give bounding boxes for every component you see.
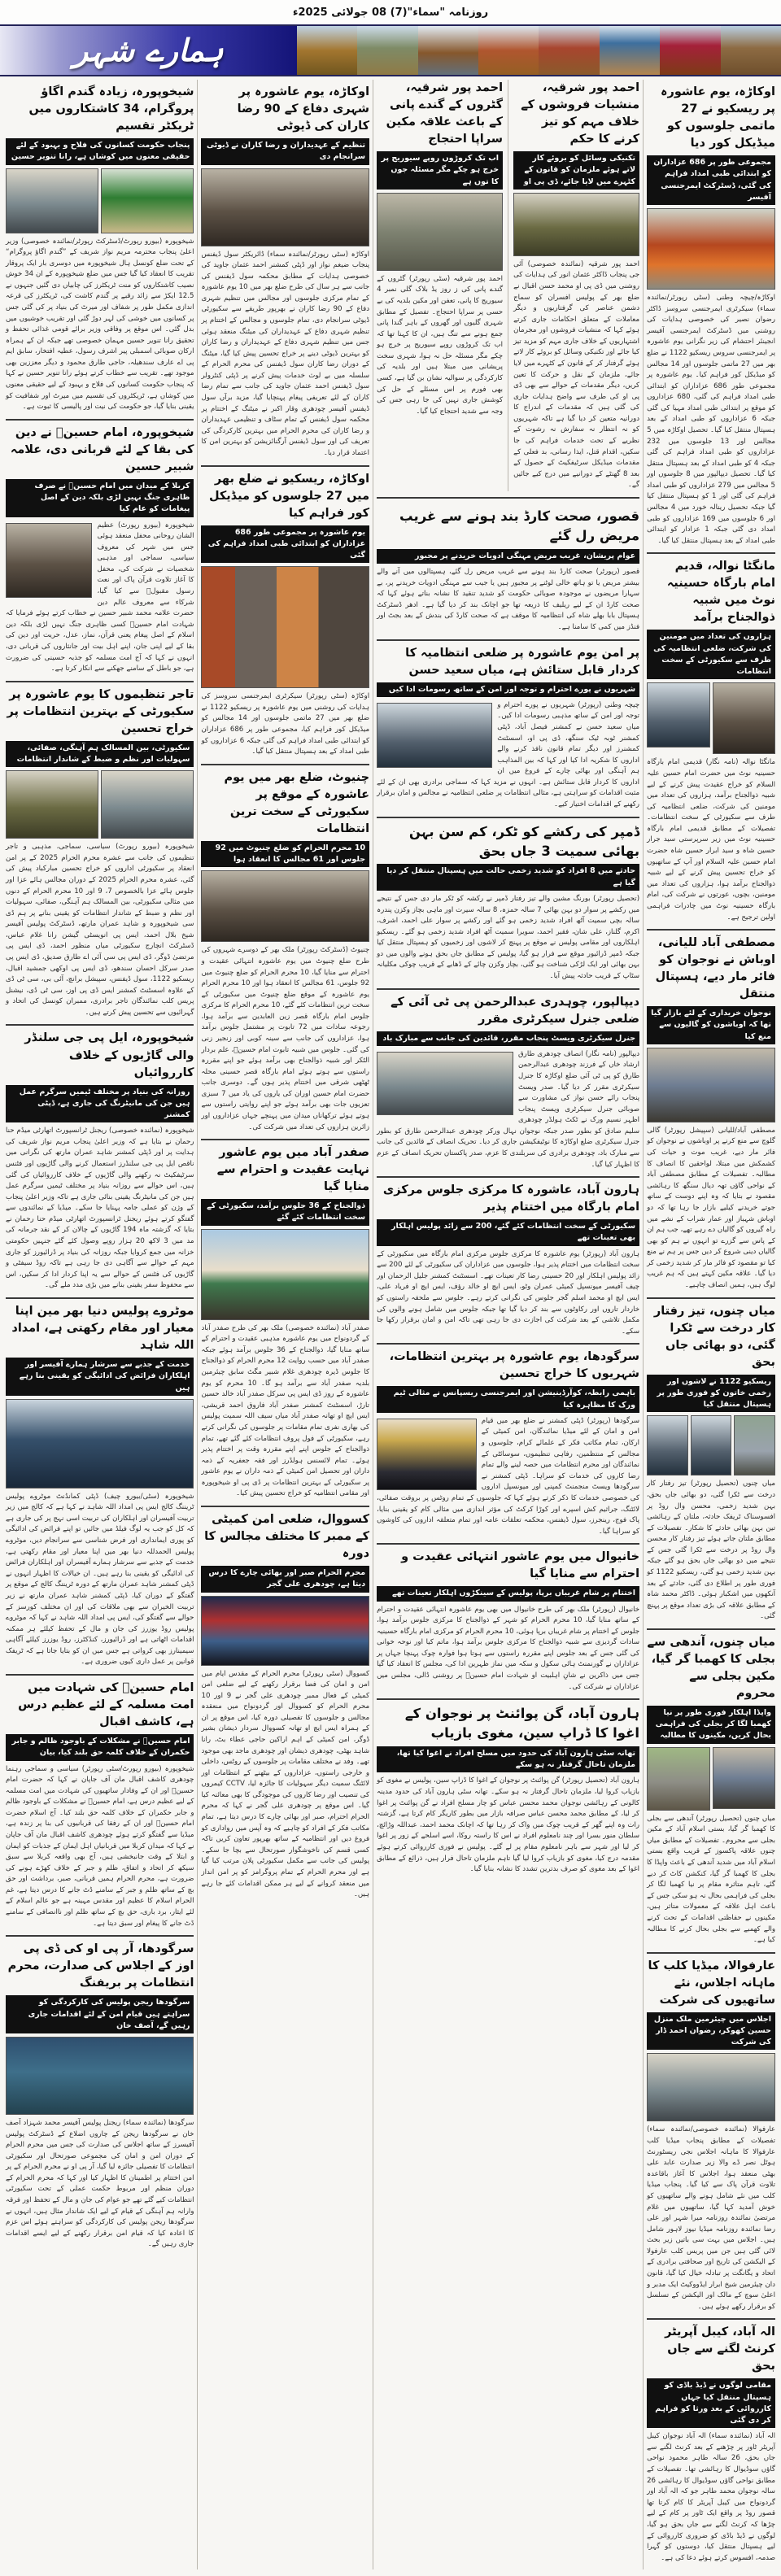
article-headline: امام حسینؓ کی شہادت میں امت مسلمہ کے لئے عظیم درس ہے، کاشف اقبال (18, 1681, 194, 1729)
masthead (0, 0, 781, 24)
article-body: الہ آباد (نمائندہ سماء) الہ آباد نوجوان کیبل آپریٹر ٹاور پر چڑھنے کے بعد کرنٹ لگنے سے جاں بحق، 26 سالہ طاہر محمود نواحی گاؤں سوڈیوال کا رہائشی تھا۔ تفصیلات کے مطابق نواحی گاؤں سوڈیوال کا رہائشی 26 سالہ نوجوان محمد طاہر جو کہ الہ آباد اور گردونواح میں کیبل آپریٹر کا کام کرتا تھا قصور روڈ پر واقع ایک ٹاور پر کام کے لیے چڑھا کہ کرنٹ لگنے سے جاں بحق ہو گیا، لوگوں نے ڈیڈ باڈی کو ضروری کارروائی کے لیے ہسپتال منتقل کیا، دوستوں کو گہرا صدمہ، افسوس کرتے ہوئے دعا کی ہے۔ (647, 2432, 775, 2562)
article-chiniot-security (201, 765, 369, 1140)
article-subheadline: باہمی رابطہ، کوآرڈینیشن اور ایمرجنسی ریسپانس نے مثالی ٹیم ورک کا مظاہرہ کیا (377, 1386, 639, 1413)
procession-crowd-photo (201, 870, 369, 942)
steps-photo (297, 26, 357, 75)
article-headline: پر امن یوم عاشورہ پر ضلعی انتظامیہ کا کردار قابل ستائش ہے، میاں سعید حسن (405, 646, 640, 677)
tomb-dome-photo (600, 26, 660, 75)
media-club-group-photo (647, 2053, 775, 2121)
clock-tower-photo (539, 26, 599, 75)
article-subheadline: مقامی لوگوں نے ڈیڈ باڈی کو ہسپتال منتقل کیا جہاں کارروائی کے بعد ورثا کو فراہم کر دی گئی (647, 2378, 775, 2428)
article-dumper-rickshaw-accident (377, 818, 639, 990)
residents-photo (713, 1747, 775, 1809)
police-officer-portrait-photo (513, 193, 639, 256)
street-duty-photo (201, 168, 369, 246)
article-subheadline: واپڈا اہلکار فوری طور پر نیا کھمبا لگا کر بجلی کی فراہمی بحال کریں، مکینوں کا مطالبہ (647, 1706, 775, 1744)
pavilion-photo (418, 26, 478, 75)
fallen-pole-photo (647, 1747, 709, 1811)
article-subheadline: سرگودھا ریجن پولیس کی کارکردگی کو سراہتے ہیں قیام امن کے لئے اقدامات جاری رہیں گے، آصف خان (6, 1995, 194, 2033)
article-headline: ہارون آباد، گن پوائنٹ پر نوجوان کے اغوا کا ڈراپ سین، مغوی بازیاب (404, 1706, 640, 1741)
column-mid-right (373, 80, 643, 2569)
article-headline: قصور، صحت کارڈ بند ہونے سے غریب مریض رل گئے (399, 508, 640, 543)
article-headline: مانگٹا نوالہ، قدیم امام بارگاہ حسینیہ نوٹ میں شبیہ ذوالجناح برآمد (666, 560, 775, 625)
dpo-office-photo (6, 770, 98, 839)
ceremony-photo (6, 168, 98, 233)
traders-group-photo (101, 770, 194, 839)
interview-photo (647, 682, 709, 748)
article-body: چیچہ وطنی (رپورٹر) شہریوں نے پورے احترام و توجہ اور امن کے ساتھ مذہبی رسومات ادا کیں۔ میاں سعید حسن نے کمشنر فیصل آباد، ڈپٹی کمشنر ٹوبہ ٹیک سنگھ، ڈی پی او، اسسٹنٹ کمشنرز اور دیگر تمام قانون نافذ کرنے والے اداروں کا شکریہ ادا کیا اور کہا کہ بین المذاہب ہم آہنگی اور بھائی چارے کے فروغ میں ان اداروں کا کردار قابل ستائش ہے۔ انہوں نے مزید کہا کہ سماجی برادری بھی ان کے لئے مثبت اقدامات کو سراہتی ہے، مثالی انتظامات پر ضلعی انتظامیہ نے مجالس و امان برقرار رکھنے کے اقدامات اختیار کیے۔ (377, 700, 640, 809)
article-body: سرگودھا (نمائندہ سماء) ریجنل پولیس آفیسر محمد شہزاد آصف خان نے سرگودھا ریجن کے چاروں اضلاع کے ڈسٹرکٹ پولیس آفیسرز کے ساتھ اجلاس کی صدارت کی جس میں محرم الحرام کے دوران امن و امان کی مجموعی صورتحال اور سکیورٹی انتظامات کا تفصیلی جائزہ لیا گیا، آر پی او نے محرم الحرام کے پر امن اختتام پر اطمینان کا اظہار کیا اور کہا کہ محرم الحرام کے دوران منظم اور مربوط حکمت عملی کے تحت سکیورٹی انتظامات کیے گئے تھے جو عوام کی جان و مال کے تحفظ اور فرقہ وارانہ ہم آہنگی کے قیام کے لیے ایک شاندار مثال ہیں، انہوں نے سرگودھا ریجن پولیس کی کارکردگی کو سراہتے ہوئے اس عزم کا اعادہ کیا کہ قیام امن برقرار رکھنے کے لیے ایسے اقدامات جاری رہیں گے۔ (6, 2119, 194, 2249)
article-subheadline: ریسکیو 1122 نے لاشوں اور زخمی خاتون کو فوری طور پر ہسپتال منتقل کیا (647, 1375, 775, 1413)
article-headline: اوکاڑہ، یوم عاشورہ پر شہری دفاع کے 90 رضا کاران کی ڈیوٹی (237, 85, 370, 133)
article-sheikhupura-tractors (6, 80, 194, 421)
article-body: اوکاڑہ (سٹی رپورٹر/نمائندہ سماء) ڈائریکٹر سول ڈیفنس پنجاب ضیغم نواز اور ڈپٹی کمشنر احمد عثمان جاوید کی خصوصی ہدایات کے مطابق محکمہ سول ڈیفنس کی جانب سے ہر سال کی طرح ضلع بھر میں 10 یوم عاشورہ کے تمام مرکزی جلوسوں اور مجالس میں تنظیم شہری دفاع کے 90 رضا کاران نے بھرپور طریقے سے سکیورٹی ڈیوٹی سرانجام دی، تمام جلوسوں و مجالس کے اختتام پر تنظیم شہری دفاع کے عہدیداران کی میٹنگ منعقد ہوئی جس میں تنظیم شہری دفاع کے عہدیداران و رضا کاران کو بہترین ڈیوٹی دینے پر خراج تحسین پیش کیا گیا، میٹنگ کے دوران رضا کاران سول ڈیفنس کی محرم الحرام کے سلسلہ میں بے لوث خدمات پیش کرنے پر ڈپٹی کنٹرولر سول ڈیفنس احمد عثمان جاوید کی جانب سے تمام رضا کاران کے لئے تعریفی پیغام پہنچایا گیا، مزید برآں سول ڈیفنس آفیسر چودھری وقار اکبر نے میٹنگ کے اختتام پر محکمہ سول ڈیفنس کے تمام سٹاف و تنظیمی عہدیداران و رضا کاران کی محرم الحرام میں بہترین کارکردگی کی تعریف کی اور سول ڈیفنس آرگنائزیشن کو بہترین امن کا اعتماد قرار دیا۔ (201, 250, 370, 457)
article-subheadline: عوام پریشان، غریب مریض مہنگی ادویات خریدنے پر مجبور (377, 549, 639, 564)
article-body: سرگودھا (رپورٹر) ڈپٹی کمشنر نے ضلع بھر میں قیام امن و امان کے لئے میڈیا نمائندگان، امن کمیٹی کے ارکان، تمام مکاتب فکر کے علمائے کرام، جلوسوں و مجالس کے منتظمین، رفاہی تنظیموں، سوسائٹی کے نمائندگان اور محرم انتظامات میں حصہ لینے والے تمام رضا کاروں کی خدمات کو سراہا۔ ڈپٹی کمشنر نے سرگودھا ویسٹ منجمنٹ کمپنی اور میونسپل اداروں کی خصوصی خدمات کا ذکر کرتے ہوئے کہا کہ جلوسوں کے تمام روٹس پر بروقت صفائی، لائٹنگ، جراثیم کش اسپرے اور کوڑا کرکٹ کی مؤثر اندازی میں مثالی کام کو یقینی بنایا، پاک فوج، رینجرز، سول ڈیفنس، محکمہ تعلقات عامہ اور تمام متعلقہ اداروں کی کاوشوں کو سراہا گیا۔ (377, 1416, 640, 1536)
rescue-collage-photo (201, 566, 369, 688)
article-okara-civil-defence (201, 80, 369, 467)
article-body: اوکاڑہ (سٹی رپورٹر) سیکرٹری ایمرجنسی سروسز کی ہدایات کی روشنی میں یوم عاشورہ پر ریسکیو 1122 نے ضلع بھر میں 27 ماتمی جلوسوں اور 14 مجالس کو میڈیکل کور فراہم کیا، مجموعی طور پر 686 عزاداران کو ابتدائی طبی امداد فراہم کی گئی جبکہ 6 عزاداروں کو طبی امداد کے بعد ہسپتال منتقل کیا گیا۔ (201, 692, 370, 756)
article-body: چنیوٹ (ڈسٹرکٹ رپورٹر) ملک بھر کے دوسرے شہروں کی طرح ضلع چنیوٹ میں یوم عاشورہ انتہائی عقیدت و احترام سے منایا گیا، 10 محرم الحرام کو ضلع چنیوٹ میں 92 جلوس، 61 مجالس کا انعقاد ہوا اور 10 محرم الحرام یوم عاشورہ کے موقع ضلع چنیوٹ میں سکیورٹی کے سخت ترین انتظامات کئے گئے، 10 محرم الحرام کا مرکزی جلوس امام بارگاہ قصر زین العابدین سے برآمد ہوا، رجوعہ سادات میں 72 تابوت پر مشتمل جلوس برآمد ہوا، عزاداروں کی جانب سے سینہ کوبی اور زنجیر زنی کی گئی۔ جلوس میں شبیہ تابوت امام حسینؓ، علم بردار الٹکر اور شبیہ ذوالجناح بھی برآمد ہوئے جو اپنے مقررہ راستوں سے ہوتے ہوئے امام بارگاہ قصر حسینی محلہ ٹھٹھی شرقی میں اختتام پذیر ہوں گے۔ دوسری جانب حضرت امام حسین اوران کی یاروں کی یاد میں 7 سبزی تعزیوں جات بھی برآمد ہوئے جو اپنے روایتی راستوں سے ہوتے ہوئے ترکھاناں میدان میں پہنچے جہاں عزاداروں اور زائرین ہزاروں کی تعداد میں شرکت کی۔ (201, 946, 370, 1131)
article-body: ہارون آباد (رپورٹر) یوم عاشورہ کا مرکزی جلوس مرکزی امام بارگاہ میں سکیورٹی کے سخت انتظامات میں اختتام پذیر ہوا، جلوسوں میں عزاداران کی سکیورٹی کے لئے 200 سے زائد پولیس اہلکار اور 20 حسینی رضا کار تعینات تھے۔ اسسٹنٹ کمشنر جلیل الرحمان اور چیف آفیسر میونسپل کمیٹی عمران وٹو، ایس ایچ او خالد رؤف، ایس ایچ او فریاد علی، ایس ایچ او محمد اسلم گجر جلوس کی نگرانی کرتے رہے۔ جلوس سے ملحقہ راستوں کو خاردار تاروں اور رکاوٹوں سے بند کر دیا گیا تھا جبکہ جلوس میں شامل ہونے والوں کی مکمل تلاشی کے بعد شرکت کی اجازت دی جا رہی تھی تاکہ امن و امان برقرار رکھا جا سکے۔ (377, 1249, 640, 1336)
article-headline: چنیوٹ، ضلع بھر میں یوم عاشورہ کے موقع پر سکیورٹی کے سخت ترین انتظامات (224, 770, 370, 835)
article-body: شیخوپورہ (بیورو رپورٹ/ڈسٹرکٹ رپورٹر/نمائندہ خصوصی) وزیر اعلیٰ پنجاب محترمہ مریم نواز شریف کے ”گندم اگاؤ پروگرام“ کے تحت ضلع کونسل ہال شیخوپورہ میں دوسری بار ایک پروقار تقریب کا انعقاد کیا گیا جس میں ضلع شیخوپورہ کے ان 34 خوش نصیب کاشتکاروں کو منت ٹریکٹرز کی چابیاں دی گئیں جنہوں نے 12.5 ایکڑ سے زائد رقبے پر گندم کاشت کی، ٹریکٹرز کی قرعہ اندازی مکمل طور پر شفاف اور میرٹ کی بنیاد پر کی گئی جس پر کسانوں میں خوشی کی لہر دوڑ گئی اور تقریب خوشیوں میں بدل گئی۔ اس موقع پر وفاقی وزیر برائے قومی غذائی تحفظ و تحقیق رانا تنویر حسین مہمان خصوصی تھے جبکہ ان کے ہمراہ ارکان صوبائی اسمبلی پیر اشرف رسول، عطیہ افتخار، سابق ایم پی اے عارف سندھیلہ، حاجی طارق محمود و دیگر معززین بھی موجود تھے۔ تقریب سے خطاب کرتے ہوئے رانا تنویر حسین نے کہا کہ پنجاب حکومت کسانوں کی فلاح و بہبود کے لیے حقیقی معنوں میں کوشاں ہے، ٹریکٹروں کی تقسیم میں میرٹ اور شفافیت کو یقینی بنایا گیا، جو حکومت کی نیت اور پالیسی کا ثبوت ہے۔ (6, 237, 194, 412)
article-headline: کسووال، ضلعی امن کمیٹی کے ممبر کا مختلف مجالس کا دورہ (204, 1512, 370, 1561)
article-headline: صفدر آباد میں یوم عاشور نہایت عقیدت و احترام سے منایا گیا (216, 1146, 370, 1194)
pti-leaders-photo (377, 1052, 513, 1115)
protest-crowd-photo (647, 1048, 775, 1122)
article-body: شیخوپورہ (سٹی/بیورو چیف) ڈپٹی کمانڈنٹ موٹروے پولیس ٹریننگ کالج ایس پی امداد اللہ شاہد نے کہا ہے کہ کالج میں زیر تربیت آفیسران اور اہلکاران کی تربیت اسی نہج پر کی جاری ہے کہ کل کو جب یہ لوگ فیلڈ میں جائیں تو اپنے فرائض کی ادائیگی کو پوری ایمانداری اور فرض شناسی سے سرانجام دیں، موٹروے پولیس الحمدللہ دنیا بھر میں اپنا معیار اور مقام رکھتی ہے، خدمت کے جذبے سے سرشار ہمارے آفیسران اور اہلکاران فرائض کی ادائیگی کو یقینی بنا رہے ہیں۔ ان خیالات کا اظہار انہوں نے ڈپٹی کمشنر شاہد عمران مارتھ کے دورہ ٹریننگ کالج کے موقع پر گفتگو کے دوران کیا، ڈپٹی کمشنر شاہد عمران مارتھ نے زیر تربیت الخیران سے بھی ملاقات کی اور ان مختلف کورسز کے حوالے سے گفتگو کی، ایس پی امداد اللہ شاہد نے کہا کہ موٹروے پولیس روڈ یوزرز کی جان و مال کے تحفظ کیلئے ہر ممکنہ اقدامات اٹھاتی ہے اور ڈرائیورز، کنڈکٹرز، روڈ یوزرز کیلئے آگاہی سیمینارز بھی کرواتی ہے جس میں ان کو بتایا جاتا ہے کہ ٹریفک قوانین پر عمل داری کیوں ضروری ہے۔ (6, 1492, 194, 1667)
green-tractor-scheme-photo (101, 168, 194, 233)
article-subheadline: تکنیکی وسائل کو بروئے کار لاتے ہوئے ملزمان کو قانون کے کٹہرے میں لایا جائے، ڈی پی او (513, 151, 639, 190)
article-subheadline: سکیورٹی، بین المسالک ہم آہنگی، صفائی، سہولیات اور نظم و ضبط کے شاندار انتظامات (6, 741, 194, 768)
article-body: شیخوپورہ (بیورو رپورٹ) سیاسی، سماجی، مذہبی و تاجر تنظیموں کی جانب سے عشرہ محرم الحرام 2025 کے پر امن انعقاد پر سکیورٹی اداروں کو خراج تحسین مبارکباد پیش کی گئی، عشرہ محرم الحرام 2025 کے دوران مجالس ہائے عزا اور جلوس ہائے عزا بالخصوص 7، 9 اور 10 محرم الحرام کے دنوں میں مثالی سکیورٹی، بین المسالک ہم آہنگی، صفائی، سہولیات اور نظم و ضبط کے شاندار انتظامات کو یقینی بنانے پر ہم ڈی سی شیخوپورہ و شاہد عمران مارتھ، ڈسٹرکٹ پولیس آفیسر شیخ بلال احمد، ایس پی انویسٹی گیشن رانا غلام عباس، ڈسٹرکٹ انچارج سکیورٹی میاں منظور احمد، ڈی ایس پی مرتضیٰ ڈوگر، ڈی ایس پی سی آئی اے طارق صدیق، ڈی ایس پی صدر سرکل احسان سندھو، ڈی ایس پی اوکھی جمشید اقبال، ریسکیو 1122، سول ڈیفنس، سپیشل برانچ، آئی بی، سی ٹی ڈی کے علاوہ اسسٹنٹ کمشنر ایس ڈی پی اوز، سی ٹی ڈی، نیشنل پریس کلب نمائندگان تاجر برادری، ممبران کونسل کی اتحاد و گہرائیوں سے تحسین پیش کرتے ہیں۔ (6, 843, 194, 1017)
dignitary-portrait-photo (377, 1419, 477, 1490)
motorway-police-photo (6, 1399, 194, 1489)
article-okara-rescue-medical (647, 80, 775, 554)
article-body: ہارون آباد (تحصیل رپورٹر) گن پوائنٹ پر نوجوان کے اغوا کا ڈراپ سین، پولیس نے مغوی کو بازیاب کروا لیا، ملزمان تاحال گرفتار نہ ہو سکے۔ تھانہ سٹی ہارون آباد کی حدود مدینہ کالونی کے رہائشی نوجوان محمد محسن عباس کو چار مسلح افراد نے گن پوائنٹ پر اغوا کر لیا، کے مطابق محمد محسن عباس صرافہ بازار میں بطور کاریگر کام کرتا ہے، گزشتہ رات وہ اپنے گھر کے قریب چوک میں واک کر رہا تھا کہ اچانک محمد احمد، عبداللہ وڑائچ، سلطان منور بسرا اور چند نامعلوم افراد نے اس کا راستہ روکا، اسے اسلحے کے زور پر اغوا کر لیا اور شہر سے باہر نامعلوم مقام پر لے گئے۔ پولیس نے فوری کارروائی کرتے ہوئے مقدمہ درج کیا، مغوی کو بازیاب کروا لیا گیا تاہم ملزمان تاحال فرار ہیں، ذرائع کے مطابق اغوا کے بعد مغوی کو صرف بدترین تشدد کا نشانہ بنایا گیا۔ (377, 1776, 640, 1874)
article-subheadline: سکیورٹی کے سخت انتظامات کئے گئے، 200 سے زائد پولیس اہلکار بھی تعینات تھے (377, 1219, 639, 1246)
article-body: کسووال (سٹی رپورٹر) محرم الحرام کے مقدس ایام میں امن و امان کی فضا برقرار رکھنے کے لیے ضلعی امن کمیٹی کے فعال ممبر چودھری علی گجر نے 9 اور 10 محرم الحرام کو کسووال اور گردونواح میں منعقدہ مجالس و جلوسوں کا تفصیلی دورہ کیا، اس موقع پر ان کے ہمراہ ایس ایچ او تھانہ کسووال سردار ذیشان بشیر ڈوگر، امن کمیٹی کے اہم اراکین حاجی عطاء بٹ، رانا شاہد بھٹی، چودھری ذیشان اور چودھری ماجد بھی موجود تھے۔ وفد نے مختلف مقامات پر جلوسوں کے روٹس، داخلی و خارجی راستوں، عزاداروں کے بیٹھنے کے انتظامات اور لائٹنگ سمیت دیگر سہولیات کا جائزہ لیا، CCTV کیمروں کی تنصیب اور رضا کاروں کی موجودگی کا بھی معائنہ کیا گیا۔ اس موقع پر چودھری علی گجر نے کہا کہ محرم الحرام احترام، صبر اور بھائی چارے کا درس دیتا ہے، تمام مکاتب فکر کے افراد کو چاہیے کہ وہ آپس میں رواداری کو فروغ دیں اور انتظامیہ کے ساتھ بھرپور تعاون کریں تاکہ کسی قسم کی ناخوشگوار صورتحال سے بچا جا سکے۔ پولیس کی جانب سے مکمل سکیورٹی پلان مرتب کیا گیا ہے اور محرم الحرام کے تمام پروگرامز کو پر امن انداز میں منعقد کروانے کے لیے ہر ممکن اقدامات کئے جا رہے ہیں۔ (201, 1669, 370, 1899)
article-headline: خانیوال میں یوم عاشور انتہائی عقیدت و احترام سے منایا گیا (401, 1550, 640, 1581)
article-headline: ہارون آباد، عاشورہ کا مرکزی جلوس مرکزی امام بارگاہ میں اختتام پذیر (382, 1183, 640, 1214)
article-body: خانیوال (رپورٹر) ملک بھر کی طرح خانیوال میں بھی یوم عاشورہ انتہائی عقیدت و احترام کے ساتھ منایا گیا، 10 محرم الحرام کو شہر کے ذوالجناح کا مرکزی جلوس برآمد ہوا، جلوس کے اختتام پر شام غریباں برپا ہوئی، 10 محرم الحرام کو مرکزی امام بارگاہ حسینیہ سادات گردیزی سے شبیہ ذوالجناح کا مرکزی جلوس برآمد ہوا، ماتم کیا اور نوحہ خوانی کی گئی جس کے بعد جلوس اپنے مقررہ راستوں سے ہوتا ہوا فوارہ چوک پہنچا جہاں پر عزاداران نے گورنمنٹ ہائی سکول و سکہ میں نماز ظہرین ادا کی، مجلس کا انعقاد کیا گیا جس میں ذاکرین نے شانِ اہلبیت او شہادت امام حسینؓ پر روشنی ڈالی، مجلس میں عزاداران نے شرکت کی۔ (377, 1605, 640, 1691)
article-headline: اوکاڑہ، ریسکیو نے ضلع بھر میں 27 جلوسوں کو میڈیکل کور فراہم کیا (208, 472, 370, 520)
section-title: ہمارے شہر (73, 33, 224, 68)
article-ahmedpur-sewage (377, 80, 503, 491)
article-headline: تاجر تنظیموں کا یوم عاشورہ پر سکیورٹی کے بہترین انتظامات پر خراج تحسین (7, 687, 194, 735)
article-body: قصور (رپورٹر) صحت کارڈ بند ہونے سے غریب مریض رل گئے، ہسپتالوں میں آنے والے بیشتر مریض یا تو ہاتھ خالی لوٹنے پر مجبور ہیں یا جیب سے مہنگی ادویات خریدنے پر، بے سہارا مریضوں نے موجودہ صوبائی حکومت کو شدید تنقید کا نشانہ بناتے ہوئے کہا کہ صحت کارڈ ان کے لیے ریلیف کا ذریعہ تھا جو اچانک بند کر دیا گیا ہے۔ ادھر ڈسٹرکٹ ہسپتال بابا بھلے شاہ کی انتظامیہ کا موقف ہے کہ صحت کارڈ کی بندش کے بعد بجٹ اور فنڈز میں کمی کا سامنا ہے۔ (377, 568, 640, 631)
article-headline: شیخوپورہ، ایل پی جی سلنڈر والی گاڑیوں کے خلاف کارروائیاں (24, 1031, 194, 1079)
article-body: میاں چنوں (تحصیل رپورٹر) آندھی سے بجلی کا کھمبا گر گیا، بستی اسلام آباد کے مکین بجلی سے محروم۔ تفصیلات کے مطابق میاں چنوں علاقہ پاکسوز کے قریب واقع بستی اسلام آباد میں شدید آندھی کے باعث واپڈا کا بجلی کا کھمبا گر گیا، کنکشن کاٹ کر دیے گئے، تاہم متاثرہ مقام پر نیا کھمبا لگا کر بجلی کی فراہمی بحال نہ ہو سکی جس کے باعث اہل علاقہ کے معمولات متاثر ہیں، مکینوں نے حفاظتی اقدامات کے تحت کرنے والے کھمبے سے بجلی بحال کرنے کا مطالبہ کیا ہے۔ (647, 1814, 775, 1945)
article-arifwala-media-club (647, 1954, 775, 2321)
top-pair-row (377, 80, 639, 499)
article-headline: مصطفی آباد للیانی، اوباش نے نوجوان کو فائر مار دیے، ہسپتال منتقل (655, 936, 775, 1001)
article-body: احمد پور شرقیہ (نمائندہ خصوصی) آئی جی پنجاب ڈاکٹر عثمان انور کی ہدایات کی روشنی میں ڈی پی او محمد حسن اقبال نے ضلع بھر کے پولیس افسران کو سماج دشمن عناصر کی گرفتاریوں و دیگر معاملات کے متعلق احکامات جاری کرتے ہوئے کہا کہ منشیات فروشوں اور مجرمان اشتہاریوں کے خلاف جاری مہم کو مزید تیز کیا جائے اور تکنیکی وسائل کو بروئے کار لاتے ہوئے گرفتار کر کے قانون کے کٹہرے میں لایا جائے، ملزمان کے نقل و حرکت کا تعین کریں، دیگر مقدمات کے حوالے سے بھی ڈی پی او کی طرف سے واضح ہدایات جاری کی گئی ہیں کہ مقدمات کے اندراج کا دورانیہ متعین کر دیا گیا ہے تاکہ شہریوں کو نہ انتظار نہ سفارش نہ رشوت کے نظریے کے تحت خدمات فراہم کی جا سکیں، اقدام قتل، ایذا رسانی، بد فعلی کے مقدمات میڈیکل سرٹیفکیٹ کے حصول کے بعد 8 گھنٹے کے دورانیے میں درج کیے جائیں گے۔ (513, 259, 640, 490)
heritage-collage (297, 26, 781, 75)
article-headline: احمد پور شرقیہ، گٹروں کے گندے پانی کے باعث علاقہ مکین سراپا احتجاج (386, 81, 504, 146)
article-headline: ڈمپر کی رکشے کو ٹکر، کم سن بہن بھائی سمیت 3 جاں بحق (408, 823, 640, 859)
victim-portrait-photo (691, 1415, 732, 1475)
article-body: صفدر آباد (نمائندہ خصوصی) ملک بھر کی طرح صفدر آباد کے گردونواح میں یوم عاشورہ مذہبی عقیدت و احترام کے ساتھ منایا گیا، ذوالجناح کے 36 جلوس برآمد ہوئے جبکہ صفدر آباد میں حسب روایت 12 محرم الحرام کو ذوالجناح کا جلوس ڈیرہ چودھری غلام شبیر مگٹ سابق چیئرمین بلدیہ صفدر آباد سے برآمد ہو گا۔ 10 محرم کو یوم عاشورہ کے روز ڈی ایس پی سرکل صفدر آباد خالد حسین تارڑ، اسسٹنٹ کمشنر صفدر آباد فاروق احمد قریشی، ایس ایچ او تھانہ صفدر آباد میاں سیف اللہ سمیت پولیس کی بھاری نفری تمام مقامات پر جلوسوں کی نگرانی کرتے رہے، سکیورٹی کے فول پروف انتظامات کئے گئے تھے، تمام ذوالجناح کے جلوس اپنے اپنے مقررہ وقت پر اختتام پذیر ہوئے۔ تمام لائسنس ہولڈرز اور فقہ جعفریہ کے ذمہ داران اور تحصیل امن کمیٹی کے ذمہ داران نے یوم عاشور پر سکیورٹی کے بہترین انتظامات پر ڈی پی او شیخوپورہ اور مقامی انتظامیہ کو خراج تحسین پیش کیا۔ (201, 1323, 370, 1498)
section-title-panel (0, 26, 297, 75)
fort-gate-photo (721, 26, 781, 75)
majlis-gathering-photo (6, 523, 92, 598)
column-left (2, 80, 197, 2569)
article-traders-tribute (6, 682, 194, 1026)
article-body: شیخوپورہ (نمائندہ خصوصی) ریجنل ٹرانسپورٹ اتھارٹی میڈم حنا رحمان نے بتایا ہے کہ وزیر اعلیٰ پنجاب مریم نواز شریف کی ہدایت پر اور ڈپٹی کمشنر شاہد عمران مارتھ کی نگرانی میں ناقص ایل پی جی سلنڈرز استعمال کرنے والی گاڑیوں اور فٹنس سرٹیفکیٹ نہ رکھنے والی گاڑیوں کے خلاف کارروائیاں کی گئی ہیں، اس حوالے سے روزانہ بنیاد پر مختلف ٹیمیں سرگرم عمل ہیں جن کی مانیٹرنگ یقینی بنائی جاری ہے تاکہ وزیر اعلیٰ پنجاب کے وژن کو عملی جامہ پہنایا جا سکے۔ میڈیا کے نمائندوں سے گفتگو کرتے ہوئے ریجنل ٹرانسپورٹ اتھارٹی میڈم حنا رحمان نے بتایا کہ گزشتہ ماہ 194 گاڑیوں کے چالان کر کے نقد جرمانہ کی مد میں 3 لاکھ 20 ہزار روپے وصول کئے گئے جنہیں حکومتی خزانہ میں جمع کروایا جبکہ روزانہ کی بنیاد پر ڈرائیورز کو جاری مہم کے حوالے سے آگاہی دی جا رہی ہے تاکہ روڈ سیفٹی و گاڑیوں کی فٹنس کے حوالے سے یہ اپنا کردار ادا کر سکیں، اس سے محفوظ سفر یقینی بنانے میں بڑی مدد ملے گی۔ (6, 1127, 194, 1290)
night-ambulance-photo (201, 1596, 369, 1666)
article-okara-rescue-27 (201, 467, 369, 765)
article-subheadline: روزانہ کی بنیاد پر مختلف ٹیمیں سرگرم عمل ہیں جن کی مانیٹرنگ کی جاری ہے، ڈپٹی کمشنر (6, 1085, 194, 1123)
article-headline: موٹروے پولیس دنیا بھر مین اپنا معیار اور مقام رکھتی ہے، امداد اللہ شاہد (11, 1304, 194, 1352)
fort-wall-photo (357, 26, 417, 75)
crashed-car-photo (734, 1415, 775, 1475)
article-mian-channu-car-crash (647, 1299, 775, 1630)
rescue-team-group-photo (647, 208, 775, 290)
shrine-crowd-photo (201, 1229, 369, 1320)
article-subheadline: خدمت کے جذبے سے سرشار ہمارے آفیسر اور اہلکاران فرائض کی ادائیگی کو یقینی بنا رہے ہیں (6, 1358, 194, 1396)
article-headline: اوکاڑہ، یوم عاشورہ پر ریسکیو نے 27 ماتمی جلوسوں کو میڈیکل کور دیا (660, 85, 775, 150)
article-motorway-police (6, 1299, 194, 1676)
red-mosque-photo (478, 26, 539, 75)
police-video-conference-photo (6, 2037, 194, 2115)
article-mustafaabad-firing (647, 931, 775, 1298)
article-body: مانگٹا نوالہ (نامہ نگار) قدیمی امام بارگاہ حسینیہ نوٹ میں حضرت امام حسین علیہ السلام کو خراج عقیدت پیش کرنے کے لیے شبیہ ذوالجناح برآمد، ہزاروں کی تعداد میں مومنین کی شرکت، ضلعی انتظامیہ کی طرف سے سکیورٹی کے سخت انتظامات۔ تفصیلات کے مطابق قدیمی امام بارگاہ حسینیہ نوٹ میں زیر سرپرستی سید جرار حسین شاہ و سید ابرار حسین شاہ حضرت امام حسین علیہ السلام اور آپ کے ساتھیوں کو خراج تحسین پیش کرنے کے لیے شبیہ ذوالجناح برآمد ہوا، ہزاروں کی تعداد میں مومنین، بچوں، عورتوں نے شرکت کی، امام بارگاہ حسینیہ نوٹ میں چادرات فراہمی اولین ترجیح ہے۔ (647, 758, 775, 922)
article-subheadline: ذوالجناح کے 36 جلوس برآمد، سکیورٹی کے سخت انتظامات کئے گئے (201, 1199, 369, 1226)
article-body: میاں چنوں (تحصیل رپورٹر) تیز رفتار کار درخت سے ٹکرا گئی، دو بھائی جاں بحق، بہن شدید زخمی، محسن وال روڈ پر افسوسناک ٹریفک حادثہ، ملتان کے رہائشی تین بہن بھائی حادثے کا شکار۔ تفصیلات کے مطابق ملتان جاتے ہوئے تیز رفتار کار محسن وال روڈ پر درخت سے ٹکرا گئی جس کے نتیجے میں دو بھائی جاں بحق ہو گئے جبکہ بہن شدید زخمی ہو گئی، ریسکیو 1122 کو فوری طور پر اطلاع دی گئی، حادثے کے بعد آنکھوں میں اشکبار ہوئی۔ ڈاکٹر محمد شاہ کے مطابق علاقہ کی بڑی تعداد موقع پر پہنچ گئی۔ (647, 1480, 776, 1621)
article-kasowal-peace-committee (201, 1507, 369, 1907)
column-right (643, 80, 779, 2569)
article-kashif-iqbal-statement (6, 1676, 194, 1937)
article-body: مصطفی آباد/للیانی (سپیشل رپورٹر) گالی گلوچ سے منع کرنے پر اوباشوں نے نوجوان کو فائر مار دیے، غریب موت و حیات کی کشمکش میں مبتلا، لواحقین کا انصاف کا مطالبہ۔ تفصیلات کے مطابق مصطفی آباد کے نواحی گاؤں تھہ دیال سنگھ کا رہائشی مقصود نے بتایا کہ وہ اپنے دوست کے ساتھ جوتے خریدنے کیلیے بازار جا رہا تھا کہ دو اوباش شہباز اور عمار شراب کے نشے میں راہ گیروں کو گالیاں دے رہے تھے، جب ہم ان کے پاس سے گزرے تو انہوں نے ہم کو بھی گالیاں دینی شروع کر دیں جس پر ہم نے منع کیا تو مقصود کو فائر مار کر شدید زخمی کر دیا گیا۔ علاقہ مکین کہتے ہیں کہ ہم غریب لوگ ہیں، ہمیں انصاف چاہیے۔ (647, 1126, 775, 1289)
article-subheadline: محرم الحرام صبر اور بھائی چارے کا درس دیتا ہے، چودھری علی گجر (201, 1566, 369, 1593)
article-lpg-cylinder-action (6, 1026, 194, 1298)
article-headline: دیپالپور، چوہدری عبدالرحمن پی ٹی آئی کے ضلعی جنرل سیکرٹری مقرر (390, 995, 640, 1026)
article-subheadline: یوم عاشورہ پر مجموعی طور 686 عزاداران کو ابتدائی طبی امداد فراہم کی گئی (201, 525, 369, 564)
article-headline: میاں چنوں، آندھی سے بجلی کا کھمبا گر گیا، مکین بجلی سے محروم (647, 1635, 775, 1700)
article-allahabad-cable-operator (647, 2320, 775, 2569)
section-banner (0, 24, 781, 76)
article-body: شیخوپورہ (بیورو رپورٹ/سٹی رپورٹر) سیاسی و سماجی رہنما چودھری کاشف اقبال مان آف جاپان نے کہا کہ حضرت امام حسینؓ اور ان کے وفادار ساتھیوں کی شہادت میں امت مسلمہ کے لیے عظیم درس ہے، امام حسینؓ نے مشکلات کے باوجود ظالم و جابر حکمران کے خلاف کلمہ حق بلند کیا۔ آج اسلام حضرت امام حسینؓ اور ان کے رفقا کی قربانیوں کی بنا پر زندہ ہے، میڈیا سے گفتگو کرتے ہوئے چودھری کاشف اقبال مان آف جاپان نے کہا کہ میدان کربلا میں قربانیاں اہل ایمان کے جذبات کو ایمان و ابتلا کے وقت جانبخشی ہیں، آج بھی واقعہ کربلا سے سبق سیکھ کر اتحاد و اتفاق، ظلم و جبر کے خلاف کھڑے ہونے کی ضرورت ہے، محرم الحرام ہمیں قربانی، صبر، برداشت اور حق بچ کے ساتھ ظلم و جبر کے سامنے ڈٹ جانے کا درس دیتا ہے، غم الحرام اسلام کا عظیم اور مقدس مہینہ ہے جو عالم اسلام کے لئے ایثار، برد باری، حق بچ کے ساتھ ظلم اور ناانصافی کے سامنے ڈٹ جانے کا پیغام اور سبق دیتا ہے۔ (6, 1764, 194, 1928)
page-grid (0, 76, 781, 2576)
article-subheadline: نوجوان خریداری کے لئے بازار گیا تھا کہ اوباشوں کو گالیوں سے منع کیا (647, 1006, 775, 1044)
article-body: اوکاڑہ/چیچہ وطنی (سٹی رپورٹر/نمائندہ سماء) سیکرٹری ایمرجنسی سروسز ڈاکٹر رضوان نصیر کی خصوصی ہدایات کی روشنی میں ڈسٹرکٹ ایمرجنسی آفیسر انجینئر احتشام کی زیر نگرانی یوم عاشورہ پر ایمرجنسی سروس ریسکیو 1122 نے ضلع بھر میں 27 ماتمی جلوسوں اور 14 مجالس کو میڈیکل کور فراہم کیا۔ یوم عاشورہ پر مجموعی طور 686 عزاداران کو ابتدائی طبی امداد فراہم کی گئی، 680 عزاداروں کو موقع پر ابتدائی طبی امداد مہیا کی گئی جبکہ 6 عزاداروں کو طبی امداد کے بعد ہسپتال منتقل کیا گیا۔ تحصیل اوکاڑہ میں 5 مجالس اور 13 جلوسوں میں 232 عزاداروں کو طبی امداد فراہم کی گئی جبکہ 4 کو طبی امداد کے بعد ہسپتال منتقل کیا گیا۔ تحصیل دیپالپور میں 8 جلوسوں اور 5 مجالس میں 279 عزاداروں کو طبی امداد فراہم کی گئی اور 1 کو ہسپتال منتقل کیا گیا جبکہ تحصیل رینالہ خورد میں 4 مجالس اور 6 جلوسوں میں 169 عزاداروں کو طبی امداد دی گئی جبکہ 1 عزادار کو ابتدائی طبی امداد کے بعد ہسپتال منتقل کیا گیا۔ (647, 294, 776, 545)
article-subheadline: تنظیم کے عہدیداران و رضا کاران نے ڈیوٹی سرانجام دی (201, 138, 369, 165)
article-khanewal-ashura (377, 1545, 639, 1700)
saeed-hassan-portrait-photo (377, 703, 492, 768)
article-headline: عارفوالا، میڈیا کلب کا ماہانہ اجلاس، نئے ساتھیوں کی شرکت (648, 1959, 775, 2007)
article-mian-channu-pole (647, 1630, 775, 1954)
article-headline: سرگودھا، یوم عاشورہ پر بہترین انتظامات، شہریوں کا خراج تحسین (389, 1350, 640, 1381)
article-kasur-health-card (377, 503, 639, 641)
article-headline: شیخوپورہ، امام حسینؓ نے دین کی بقا کے لئے قربانی دی، علامہ شبیر حسین (10, 425, 194, 473)
article-depalpur-pti-secretary (377, 990, 639, 1179)
article-subheadline: اب تک کروڑوں روپے سیوریج پر خرچ ہو چکے مگر مسئلہ جوں کا توں ہے (377, 151, 503, 190)
sewage-street-photo (377, 193, 503, 271)
masthead-text: روزنامہ "سماء"(7) 08 جولائی 2025ء (292, 6, 489, 19)
article-ahmedpur-drug-campaign (508, 80, 639, 491)
article-subheadline: حادثے میں 8 افراد کو شدید زخمی حالت میں ہسپتال منتقل کر دیا گیا ہے (377, 864, 639, 891)
article-subheadline: اجلاس میں چیئرمین ملک منزل حسین کھوکر، رضوان احمد ڈار کی شرکت (647, 2012, 775, 2051)
article-subheadline: مجموعی طور پر 686 عزاداران کو ابتدائی طبی امداد فراہم کی گئی، ڈسٹرکٹ ایمرجنسی آفیسر (647, 155, 775, 205)
article-headline: الہ آباد، کیبل آپریٹر کرنٹ لگنے سے جاں بحق (665, 2325, 775, 2373)
article-headline: احمد پور شرقیہ، منشیات فروشوں کے خلاف مہم کو تیز کرنے کا حکم (521, 81, 640, 146)
article-sargodha-rpo-meeting (6, 1937, 194, 2256)
article-subheadline: پنجاب حکومت کسانوں کی فلاح و بہبود کے لئے حقیقی معنوں میں کوشاں ہے، رانا تنویر حسین (6, 138, 194, 165)
article-headline: شیخوپورہ، زیادہ گندم اگاؤ پروگرام، 34 کاشتکاروں میں ٹریکٹر تقسیم (28, 85, 194, 133)
article-safdarabad-ashura (201, 1140, 369, 1507)
article-subheadline: 10 محرم الحرام کو ضلع چنیوٹ میں 92 جلوس اور 61 مجالس کا انعقاد ہوا (201, 841, 369, 868)
article-headline: میاں چنوں، تیز رفتار کار درخت سے ٹکرا گئی، دو بھائی جاں بحق (653, 1304, 775, 1369)
imambargah-interior-photo (713, 682, 775, 754)
article-body: احمد پور شرقیہ (سٹی رپورٹر) گٹروں کے گندے پانی کی ز روز یڈ بلاک گلی نمبر 4 سیوریج کا پانی، تعفن اور مکین بلدیہ کی بے حسی پر سراپا احتجاج۔ تفصیل کے مطابق شہری گلیوں اور گھروں کے باہر گندا پانی جمع ہونے سے تنگ ہیں، ان کا کہنا تھا کہ اب تک کروڑوں روپے سیوریج پر خرچ ہو چکے مگر مسئلہ حل نہ ہوا، شہری سخت پریشانی میں مبتلا ہیں اور بلدیہ کی کارکردگی پر سوالیہ نشان بن گیا ہے، کسی بھی فورم پر اس مسئلے کے حل کی کوشش جاری نہیں کی جا رہی جس کی وجہ سے شدید احتجاج کیا گیا۔ (377, 274, 504, 416)
article-body: (تحصیل رپورٹر) بورنگ مشین والے تیز رفتار ڈمپر نے رکشہ کو ٹکر مار دی جس کے نتیجے میں رکشے پر سوار دو بہن بھائی 7 سالہ حمزہ، 8 سالہ سیرت اور ماہی بچاز وکزن پندرہ سالہ بچی سمیت آٹھ افراد شدید زخمی ہو گئے اور رکشے پر سوار علی احمد، اشرف، اکرم، گلناز، علی شان، فقیر احمد، سویرا سمیت آٹھ افراد شدید زخمی ہو گئے۔ ریسکیو اہلکاروں اور مقامی پولیس نے موقع پر پہنچ کر لاشوں اور زخمیوں کو ہسپتال منتقل کیا جبکہ ڈمپر ڈرائیور موقع سے فرار ہو گیا، پولیس کے مطابق جاں بحق ہونے والوں میں دو بہن بھائی اور ایک لڑکی شناخت ہو گئی، بچاز وکزن چائے کے ڈھابے کے قریب چوکی مکلیانہ سٹاپ کے قریب حادثہ پیش آیا۔ (377, 894, 640, 980)
victim-portrait-photo (647, 1415, 688, 1475)
article-subheadline: ہزاروں کی تعداد میں مومنین کی شرکت، ضلعی انتظامیہ کی طرف سے سکیورٹی کے سخت انتظامات (647, 630, 775, 679)
article-body: دیپالپور (نامہ نگار) انصاف چودھری طارق ارشاد خاں کے فرزند چودھری عبدالرحمن طارق کو پی ٹی آئی ضلع اوکاڑہ کا جنرل سیکرٹری مقرر کر دیا گیا۔ صدر ویسٹ پنجاب رائے حسن نواز کی مشاورت سے صوبائی جنرل سیکرٹری ویسٹ پنجاب اظہر نسیم ورک نے ٹکٹ ہولڈر چودھری سلیم صادق کو بطور صدر جبکہ نوجوان نہال ورکر چودھری عبدالرحمن طارق کو بطور جنرل سیکرٹری ضلع اوکاڑہ کا نوٹیفکیشن جاری کر دیا۔ تحریک انصاف کے قائدین کی جانب سے مبارک باد، چودھری برادری کی سربلندی کا عزم، صدر پاکستان تحریک انصاف کے عزم کا اظہار کیا گیا۔ (377, 1049, 640, 1169)
article-subheadline: شہریوں نے پورے احترام و توجہ اور امن کے ساتھ رسومات ادا کیں (377, 682, 639, 697)
article-body: شیخوپورہ (بیورو رپورٹ) عظیم الشان روحانی محفل منعقد ہوئی جس میں شہر کی معروف سیاسی، سماجی اور مذہبی شخصیات نے شرکت کی، محفل کا آغاز تلاوت قرآن پاک اور نعت رسول مقبولﷺ سے کیا گیا، شرکاء سے معروف عالم دین حضرت علامہ محمد شبیر حسین نے خطاب کرتے ہوئے فرمایا کہ شہادت امام حسینؓ کسی ظاہری جنگ نہیں لڑی بلکہ دین اسلام کے اصل پیغام یعنی قرآن، نماز، عدل، حریت اور دین کی بقا کے لیے اپنی جان، اپنے اہل بیت اور جانثاروں کی قربانی دی، انہوں نے کہا کہ آج امت مسلمہ کو جذبہ حسینی کی ضرورت ہے، جو باطل کے سامنے جھکنے سے انکار کرتا ہے۔ (6, 521, 194, 673)
article-subheadline: جنرل سیکرٹری ویسٹ پنجاب مقرر، قائدین کی جانب سے مبارک باد (377, 1031, 639, 1046)
article-headline: سرگودھا، آر پی او کی ڈی پی اوز کے اجلاس کی صدارت، محرم انتظامات پر بریفنگ (7, 1942, 194, 1990)
column-mid-left (197, 80, 373, 2569)
article-haroonabad-kidnap (377, 1700, 639, 1881)
article-saeed-hassan-statement (377, 641, 639, 818)
article-subheadline: اختتام پر شام غریباں برپا، پولیس کے سینکڑوں اہلکار تعینات تھے (377, 1586, 639, 1601)
article-subheadline: امام حسینؓ نے مشکلات کے باوجود ظالم و جابر حکمران کے خلاف کلمہ حق بلند کیا، بیان (6, 1734, 194, 1761)
article-haroonabad-procession (377, 1178, 639, 1345)
article-mangta-nawala-zuljinah (647, 554, 775, 931)
article-sheikhupura-imam-hussain (6, 421, 194, 682)
article-subheadline: کربلا کے میدان میں امام حسینؓ نے صرف ظاہری جنگ نہیں لڑی بلکہ دین کے اصل پیغامات کو عام کیا (6, 479, 194, 517)
minaret-photo (660, 26, 720, 75)
article-body: عارفوالا (نمائندہ خصوصی/نمائندہ سماء) تفصیلات کے مطابق پنجاب میڈیا کلب عارفوالا کا ماہانہ اجلاس نجی ریسٹورنٹ ہوٹل نصر ڈے والا زیر صدارت عابد علی بھٹی منعقد ہوا، اجلاس کا آغاز باقاعدہ تلاوت قرآن پاک سے کیا گیا۔ پنجاب میڈیا کلب میں نئے شامل ہونے والے ساتھیوں کو خوش آمدید کہا گیا، ساتھیوں میں غلام مرتضیٰ نمائندہ روزنامہ میرا شہر اور علی رضا نمائندہ روزنامہ میڈیا نیوز لاہور شامل ہیں۔ اجلاس میں بہت سی باتیں زیر بحث لائی گئی ہیں جن میں پریس کلب عارفولا کے الیکشن کی تاریخ اور صحافتی برادری کے اتحاد و یگانگت پر تبادلہ خیال کیا گیا، قانون دان چیئرمین شیخ ابرار ایڈووکیٹ ایک مدبر و اعلیٰ سوچ کے مالک اور الیکشن کے تسلسل کو برقرار رکھے ہوئے ہیں۔ (647, 2125, 775, 2311)
article-subheadline: تھانہ سٹی ہارون آباد کی حدود میں مسلح افراد نے اغوا کیا تھا، ملزمان تاحال گرفتار نہ ہو سکے (377, 1746, 639, 1773)
article-sargodha-ashura-tribute (377, 1345, 639, 1545)
